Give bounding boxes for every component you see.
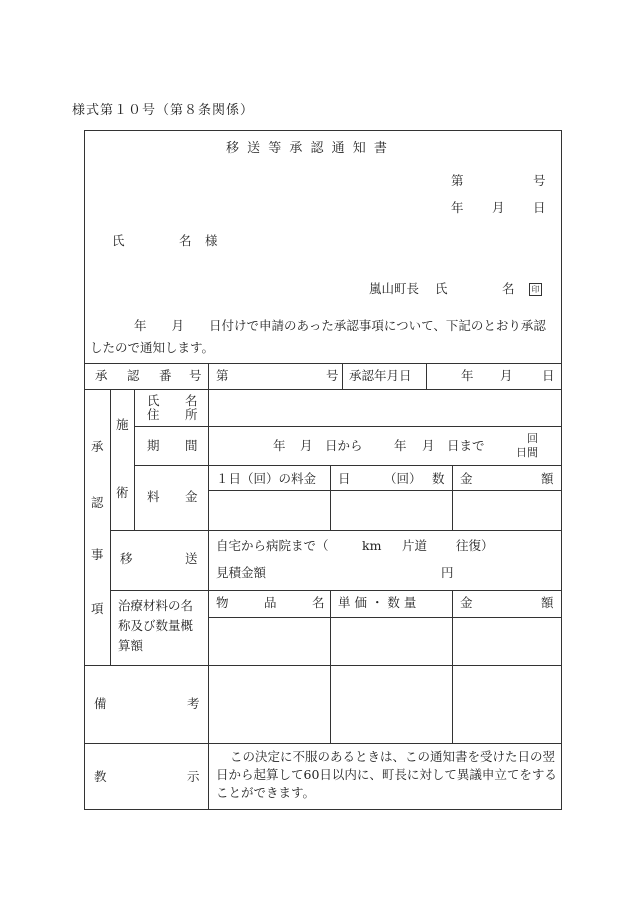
approval-no-label-2: 認 [127, 368, 140, 383]
fee-col-daily-rate: １日（回）の料金 [216, 471, 317, 486]
fee-col-days-3: 数 [432, 471, 445, 486]
transport-route-1: 自宅から病院まで（ [216, 538, 329, 553]
rule [84, 363, 562, 364]
period-from-day: 日から [325, 438, 363, 453]
notice-frame [84, 130, 562, 810]
materials-col-amount-2: 額 [541, 595, 554, 610]
fee-label-1: 料 [147, 489, 160, 504]
approval-date-month: 月 [500, 368, 513, 383]
date-year: 年 [451, 200, 464, 215]
rule [330, 465, 331, 530]
instruction-text: この決定に不服のあるときは、この通知書を受けた日の翌日から起算して60日以内に、町長に対して異議申立てをすることができます。 [216, 749, 557, 800]
instruction-label-1: 教 [94, 769, 107, 784]
fee-label-2: 金 [185, 489, 198, 504]
rule [84, 743, 562, 744]
side-label-2: 認 [91, 495, 104, 510]
materials-label-1: 治療材料の名 [118, 598, 194, 613]
period-to-month: 月 [422, 438, 435, 453]
approval-no-label-4: 号 [189, 368, 202, 383]
transport-route-roundtrip: 往復） [456, 538, 494, 553]
materials-col-amount-1: 金 [460, 595, 473, 610]
rule [110, 530, 562, 531]
period-kai: 回 [527, 432, 538, 445]
approval-no-label-3: 番 [159, 368, 172, 383]
rule [110, 389, 111, 665]
period-days: 日間 [516, 446, 538, 459]
rule [330, 590, 331, 743]
transport-route-km: km [362, 538, 382, 553]
transport-label-2: 送 [185, 551, 198, 566]
doc-no-suffix: 号 [533, 173, 546, 188]
transport-label-1: 移 [120, 551, 133, 566]
rule [426, 363, 427, 389]
name-shi: 氏 [147, 393, 160, 408]
issuer-title: 嵐山町長 [369, 281, 420, 296]
approval-no-suffix: 号 [326, 368, 339, 383]
transport-route-oneway: 片道 [402, 538, 428, 553]
recipient-shi: 氏 [112, 233, 125, 248]
instruction-label-2: 示 [187, 769, 200, 784]
period-label-2: 間 [185, 438, 198, 453]
materials-label-3: 算額 [118, 638, 144, 653]
document-title: 移 送 等 承 認 通 知 書 [226, 141, 389, 156]
side-label-4: 項 [91, 601, 104, 616]
fee-col-days-2: （回） [384, 471, 422, 486]
recipient-mei: 名 [179, 233, 192, 248]
materials-col-unit-qty: 単 価 ・ 数 量 [338, 595, 417, 610]
approval-no-prefix: 第 [216, 368, 229, 383]
rule [452, 590, 453, 743]
issuer-seal [529, 283, 542, 296]
addr-sho: 所 [185, 407, 198, 422]
materials-col-item-2: 品 [264, 595, 277, 610]
doc-no-prefix: 第 [451, 173, 464, 188]
approval-date-day: 日 [542, 368, 555, 383]
materials-col-item-3: 名 [312, 595, 325, 610]
name-mei: 名 [185, 393, 198, 408]
form-caption: 様式第１０号（第８条関係） [72, 103, 255, 118]
transport-yen: 円 [441, 565, 454, 580]
period-to-year: 年 [394, 438, 407, 453]
side-label-1: 承 [91, 439, 104, 454]
period-label-1: 期 [147, 438, 160, 453]
remarks-label-2: 考 [187, 696, 200, 711]
fee-col-amount-2: 額 [541, 471, 554, 486]
period-to-day: 日まで [447, 438, 485, 453]
rule [208, 490, 562, 491]
issuer-mei: 名 [502, 281, 515, 296]
fee-col-days-1: 日 [338, 471, 351, 486]
treatment-label-1: 施 [116, 417, 129, 432]
rule [84, 665, 562, 666]
issuer-shi: 氏 [435, 281, 448, 296]
date-month: 月 [492, 200, 505, 215]
materials-label-2: 称及び数量概 [118, 618, 194, 633]
approval-no-label-1: 承 [95, 368, 108, 383]
treatment-label-2: 術 [116, 485, 129, 500]
rule [208, 617, 562, 618]
addr-ju: 住 [147, 407, 160, 422]
period-from-month: 月 [300, 438, 313, 453]
materials-col-item-1: 物 [216, 595, 229, 610]
side-label-3: 事 [91, 547, 104, 562]
seal-mark: 印 [529, 283, 542, 296]
rule [208, 363, 209, 810]
approval-date-year: 年 [461, 368, 474, 383]
fee-col-amount-1: 金 [460, 471, 473, 486]
remarks-label-1: 備 [94, 696, 107, 711]
rule [452, 465, 453, 530]
recipient-sama: 様 [205, 233, 218, 248]
approval-date-label: 承認年月日 [349, 368, 412, 383]
date-day: 日 [533, 200, 546, 215]
rule [342, 363, 343, 389]
rule [134, 389, 135, 530]
transport-estimate-label: 見積金額 [216, 565, 267, 580]
rule [134, 426, 562, 427]
notice-body: 年 月 日付けで申請のあった承認事項について、下記のとおり承認したので通知します。 [90, 318, 546, 355]
rule [110, 590, 562, 591]
rule [134, 465, 562, 466]
period-from-year: 年 [273, 438, 286, 453]
rule [84, 389, 562, 390]
